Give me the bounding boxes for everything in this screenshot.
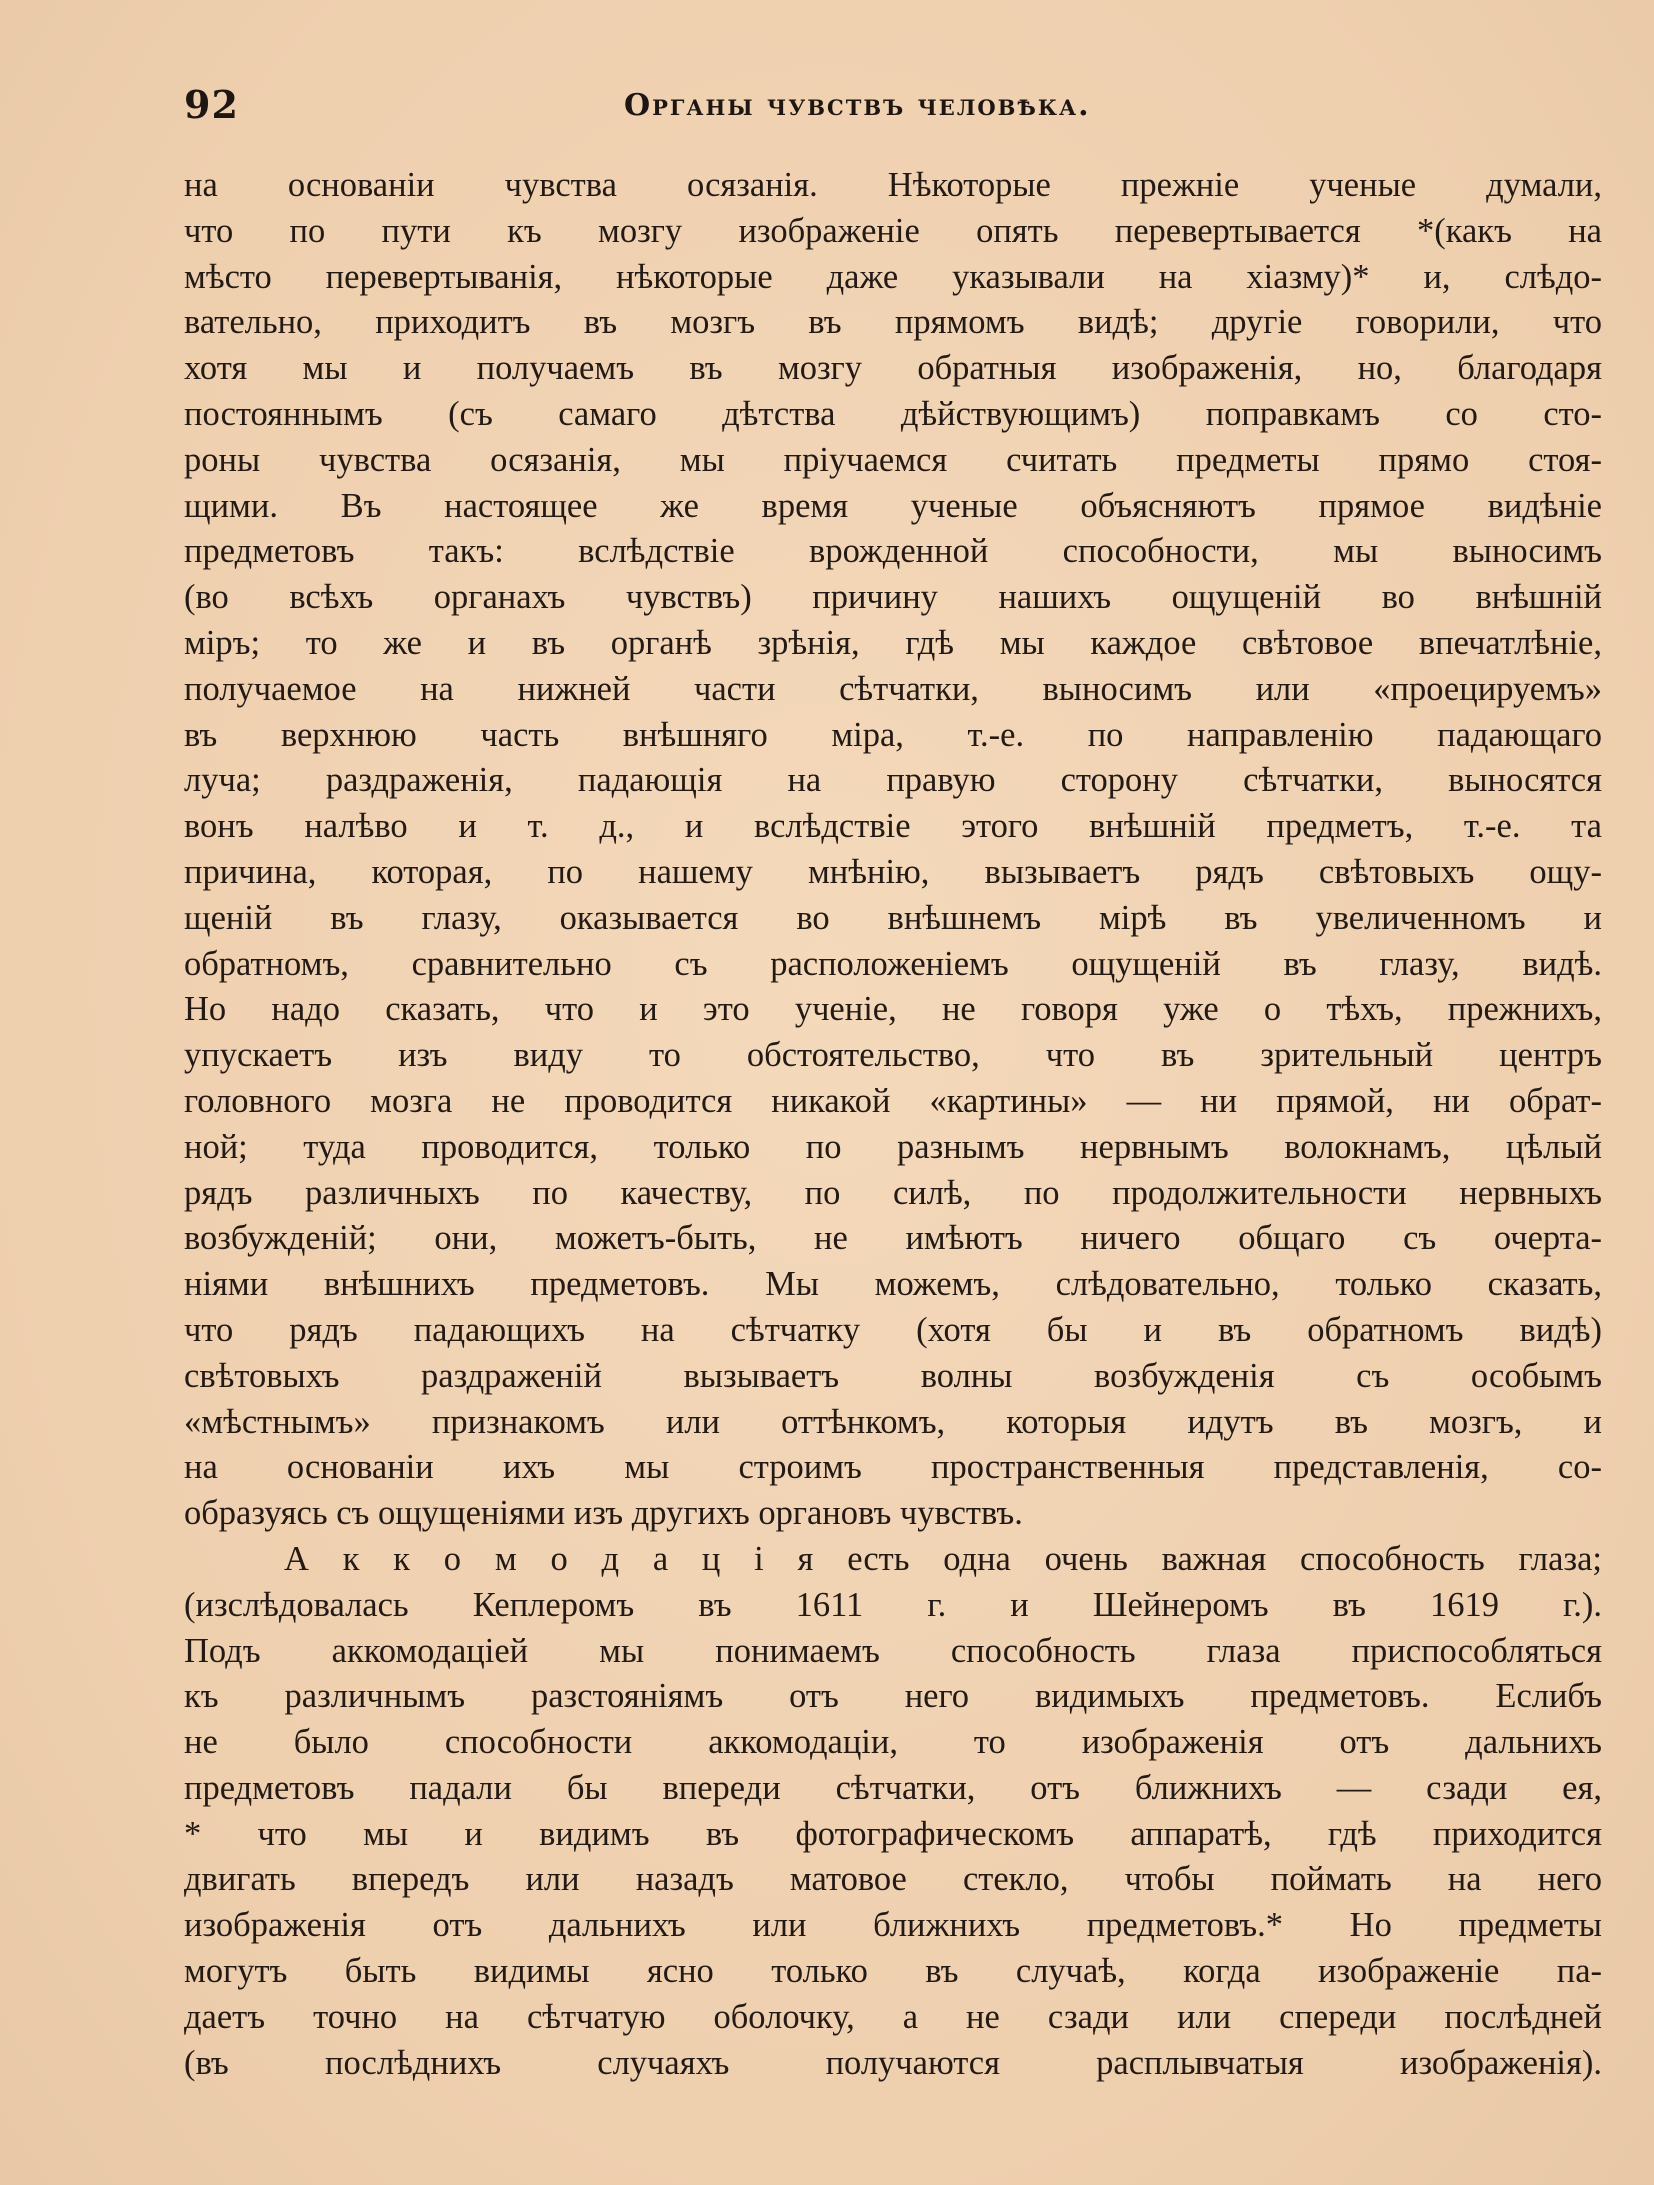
text-line: свѣтовыхъ раздраженiй вызываетъ волны возбужденiя съ особымъ [184,1356,1602,1395]
text-line: получаемое на нижней части сѣтчатки, выносимъ или «проецируемъ» [184,669,1602,708]
text-line: предметовъ падали бы впереди сѣтчатки, отъ ближнихъ — сзади ея, [184,1768,1602,1807]
text-line: нiями внѣшнихъ предметовъ. Мы можемъ, слѣдовательно, только сказать, [184,1265,1602,1304]
text-line: на основанiи чувства осязанiя. Нѣкоторые прежнiе ученые думали, [184,166,1602,204]
body-text [184,163,1602,2086]
text-line: вательно, приходитъ въ мозгъ въ прямомъ видѣ; другiе говорили, что [184,303,1602,342]
text-line: щенiй въ глазу, оказывается во внѣшнемъ мiрѣ въ увеличенномъ и [184,898,1602,937]
text-line: обратномъ, сравнительно съ расположенiемъ ощущенiй въ глазу, видѣ. [184,944,1602,983]
text-line: мiръ; то же и въ органѣ зрѣнiя, гдѣ мы каждое свѣтовое впечатлѣнiе, [184,623,1602,662]
text-line: * что мы и видимъ въ фотографическомъ аппаратѣ, гдѣ приходится [184,1814,1602,1853]
text-line: вонъ налѣво и т. д., и вслѣдствiе этого внѣшнiй предметъ, т.-е. та [184,807,1602,846]
text-line: хотя мы и получаемъ въ мозгу обратныя изображенiя, но, благодаря [184,349,1602,388]
text-line: мѣсто перевертыванiя, нѣкоторые даже указывали на хiазму)* и, слѣдо- [184,257,1602,296]
text-line: головного мозга не проводится никакой «картины» — ни прямой, ни обрат- [184,1081,1602,1120]
text-line: причина, которая, по нашему мнѣнiю, вызываетъ рядъ свѣтовыхъ ощу- [184,852,1602,891]
text-line: (въ послѣднихъ случаяхъ получаются расплывчатыя изображенiя). [184,2043,1602,2082]
text-line: луча; раздраженiя, падающiя на правую сторону сѣтчатки, выносятся [184,761,1602,800]
text-line: Подъ аккомодацiей мы понимаемъ способность глаза приспособляться [184,1631,1602,1670]
text-line: щими. Въ настоящее же время ученые объясняютъ прямое видѣнiе [184,486,1602,525]
text-line: къ различнымъ разстоянiямъ отъ него видимыхъ предметовъ. Еслибъ [184,1677,1602,1716]
text-line: предметовъ такъ: вслѣдствiе врожденной способности, мы выносимъ [184,532,1602,571]
text-line: (изслѣдовалась Кеплеромъ въ 1611 г. и Шейнеромъ въ 1619 г.). [184,1585,1602,1624]
text-line: (во всѣхъ органахъ чувствъ) причину нашихъ ощущенiй во внѣшнiй [184,578,1602,617]
text-line: Но надо сказать, что и это ученiе, не говоря уже о тѣхъ, прежнихъ, [184,990,1602,1029]
running-title: Органы чувствъ человѣка. [624,88,1091,123]
text-line: двигать впередъ или назадъ матовое стекло, чтобы поймать на него [184,1860,1602,1899]
text-line: А к к о м о д а ц i я есть одна очень важная способность глаза; [284,1539,1602,1578]
text-line: даетъ точно на сѣтчатую оболочку, а не сзади или спереди послѣдней [184,1997,1602,2036]
text-line: что по пути къ мозгу изображенiе опять перевертывается *(какъ на [184,211,1602,250]
text-line: рядъ различныхъ по качеству, по силѣ, по продолжительности нервныхъ [184,1173,1602,1212]
text-line: на основанiи ихъ мы строимъ пространственныя представленiя, со- [184,1448,1602,1487]
text-line: упускаетъ изъ виду то обстоятельство, что въ зрительный центръ [184,1036,1602,1075]
page-header [184,82,1602,134]
text-line: роны чувства осязанiя, мы прiучаемся считать предметы прямо стоя- [184,440,1602,479]
text-line: не было способности аккомодацiи, то изображенiя отъ дальнихъ [184,1723,1602,1762]
text-line: ной; туда проводится, только по разнымъ нервнымъ волокнамъ, цѣлый [184,1127,1602,1166]
text-line: изображенiя отъ дальнихъ или ближнихъ предметовъ.* Но предметы [184,1906,1602,1945]
text-line: образуясь съ ощущенiями изъ другихъ органовъ чувствъ. [184,1494,1023,1533]
text-line: что рядъ падающихъ на сѣтчатку (хотя бы и въ обратномъ видѣ) [184,1310,1602,1349]
text-line: въ верхнюю часть внѣшняго мiра, т.-е. по направленiю падающаго [184,715,1602,754]
text-line: могутъ быть видимы ясно только въ случаѣ, когда изображенiе па- [184,1952,1602,1991]
text-line: постояннымъ (съ самаго дѣтства дѣйствующимъ) поправкамъ со сто- [184,394,1602,433]
text-line: «мѣстнымъ» признакомъ или оттѣнкомъ, которыя идутъ въ мозгъ, и [184,1402,1602,1441]
page-number: 92 [184,82,239,127]
text-line: возбужденiй; они, можетъ-быть, не имѣютъ ничего общаго съ очерта- [184,1219,1602,1258]
